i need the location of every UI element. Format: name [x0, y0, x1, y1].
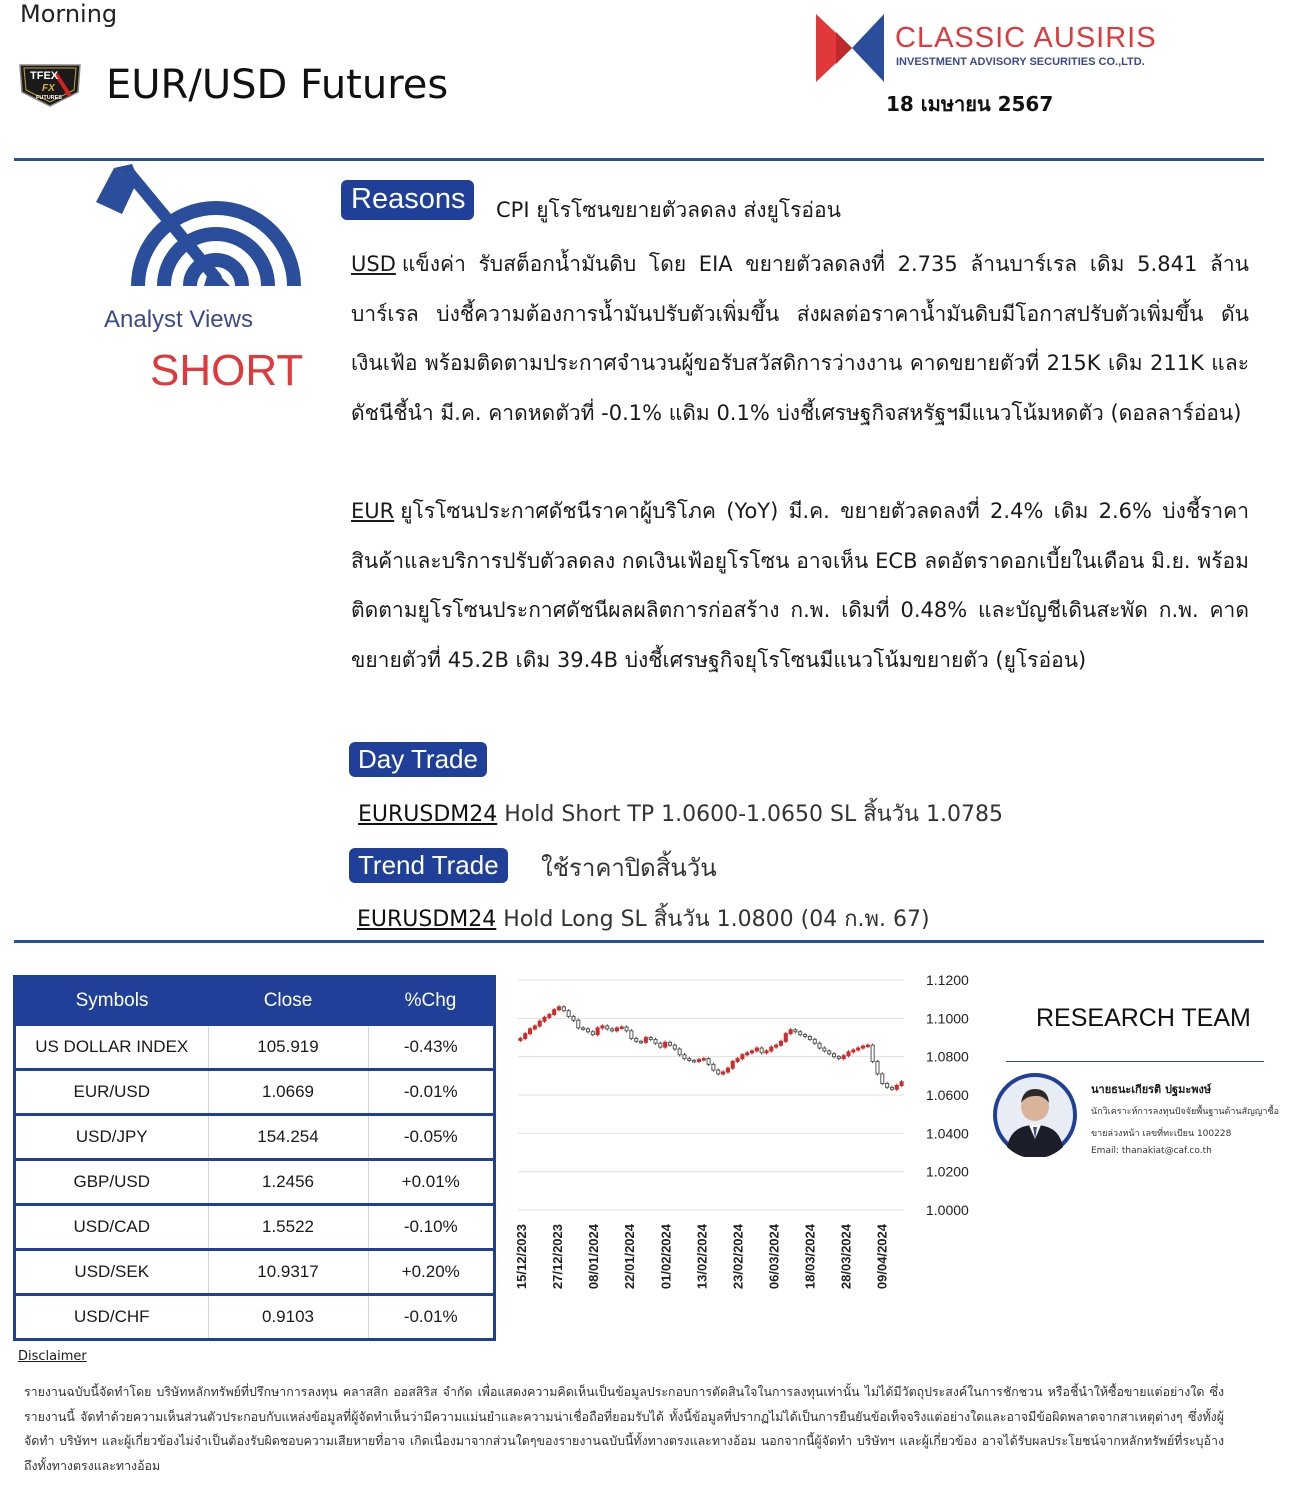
candle-body	[784, 1034, 787, 1042]
y-tick-label: 1.1200	[926, 972, 969, 988]
candle-body	[832, 1054, 835, 1057]
candle-body	[799, 1032, 802, 1035]
candle-body	[871, 1045, 874, 1061]
symbol-cell: EUR/USD	[15, 1070, 209, 1115]
candle-body	[895, 1085, 898, 1089]
candle-body	[702, 1059, 705, 1061]
chart-grid	[518, 980, 904, 1210]
close-cell: 1.5522	[208, 1205, 368, 1250]
candle-body	[673, 1045, 676, 1049]
analyst-license: ขายล่วงหน้า เลขที่ทะเบียน 100228	[1091, 1129, 1232, 1139]
y-tick-label: 1.0000	[926, 1202, 969, 1218]
trend-trade-symbol: EURUSDM24	[357, 907, 497, 932]
classic-ausiris-logo-icon	[814, 12, 886, 84]
section-divider	[14, 940, 1264, 943]
research-team-title: RESEARCH TEAM	[1036, 1004, 1251, 1032]
candle-body	[857, 1048, 860, 1050]
y-tick-label: 1.0400	[926, 1125, 969, 1142]
close-cell: 105.919	[208, 1025, 368, 1070]
symbol-cell: USD/SEK	[15, 1250, 209, 1295]
x-tick-label: 27/12/2023	[550, 1224, 566, 1290]
candle-body	[755, 1048, 758, 1051]
candle-body	[746, 1053, 749, 1055]
candle-body	[813, 1039, 816, 1043]
candle-body	[900, 1082, 903, 1086]
candle-body	[567, 1011, 570, 1017]
disclaimer-title: Disclaimer	[18, 1349, 87, 1364]
candle-body	[601, 1026, 604, 1028]
candle-body	[750, 1051, 753, 1053]
candle-body	[538, 1021, 541, 1026]
column-header-symbols: Symbols	[15, 977, 209, 1025]
logo-text-tfex: TFEX	[30, 70, 59, 82]
x-tick-label: 18/03/2024	[802, 1224, 818, 1290]
candle-body	[529, 1029, 532, 1034]
candle-body	[861, 1046, 864, 1048]
tfex-fx-futures-logo	[16, 62, 84, 108]
candle-body	[548, 1015, 551, 1018]
candle-body	[553, 1010, 556, 1015]
x-tick-label: 15/12/2023	[514, 1224, 529, 1290]
candle-body	[533, 1026, 536, 1029]
x-tick-label: 22/01/2024	[622, 1224, 638, 1290]
brand-name: CLASSIC AUSIRIS	[895, 22, 1157, 54]
column-header-chg: %Chg	[368, 977, 495, 1025]
candle-body	[847, 1052, 850, 1056]
report-date: 18 เมษายน 2567	[886, 92, 1054, 116]
header-divider	[14, 158, 1264, 161]
candle-body	[620, 1027, 623, 1029]
candle-body	[808, 1037, 811, 1040]
close-cell: 10.9317	[208, 1250, 368, 1295]
reasons-headline: CPI ยูโรโซนขยายตัวลดลง ส่งยูโรอ่อน	[496, 198, 841, 222]
candle-body	[586, 1029, 589, 1032]
analyst-name: นายธนะเกียรติ ปฐมะพงษ์	[1091, 1083, 1212, 1096]
table-header-row	[15, 977, 495, 1025]
day-trade-symbol: EURUSDM24	[358, 802, 498, 827]
x-tick-label: 06/03/2024	[766, 1224, 782, 1290]
usd-analysis-text: แข็งค่า รับสต็อกน้ำมันดิบ โดย EIA ขยายตัวลดลงที่ 2.735 ล้านบาร์เรล เดิม 5.841 ล้านบาร์เรล บ่งชี้ความต้องการน้ำมันปรับตัวเพิ่มขึ้น ส่งผลต่อราคาน้ำมันดิบมีโอกาสปรับตัวเพิ่มขึ้น ดันเงินเฟ้อ พร้อมติดตามประกาศจำนวนผู้ขอรับสวัสดิการว่างงาน คาดขยายตัวที่ 215K เดิม 211K และดัชนีชี้นำ มี.ค. คาดหดตัวที่ -0.1% แดิม 0.1% บ่งชี้เศรษฐกิจสหรัฐฯมีแนวโน้มหดตัว (ดอลลาร์อ่อน)	[351, 252, 1249, 425]
candle-body	[543, 1017, 546, 1021]
chg-cell: -0.43%	[368, 1025, 495, 1070]
chg-cell: -0.01%	[368, 1295, 495, 1340]
logo-text-fx: FX	[42, 83, 55, 94]
usd-analysis-paragraph	[351, 240, 1249, 438]
eurusd-candlestick-chart	[506, 966, 986, 1320]
candle-body	[678, 1049, 681, 1055]
candle-body	[668, 1042, 671, 1045]
y-tick-label: 1.1000	[926, 1010, 969, 1027]
candle-body	[828, 1051, 831, 1054]
candle-body	[693, 1061, 696, 1063]
candle-body	[789, 1030, 792, 1034]
day-trade-label: Day Trade	[349, 742, 487, 777]
chg-cell: +0.01%	[368, 1160, 495, 1205]
candle-body	[741, 1055, 744, 1059]
usd-lead: USD	[351, 252, 396, 276]
table-row	[15, 1115, 495, 1160]
table-row	[15, 1250, 495, 1295]
report-edition-label: Morning	[20, 0, 118, 28]
candle-body	[639, 1041, 642, 1043]
candle-body	[842, 1056, 845, 1059]
eur-analysis-paragraph	[351, 487, 1249, 685]
candle-body	[818, 1043, 821, 1048]
close-cell: 0.9103	[208, 1295, 368, 1340]
candle-body	[760, 1048, 763, 1053]
candle-body	[596, 1028, 599, 1035]
candle-body	[765, 1051, 768, 1053]
analyst-views-label: Analyst Views	[104, 306, 253, 333]
candle-body	[591, 1032, 594, 1035]
candle-body	[654, 1039, 657, 1043]
candle-body	[717, 1070, 720, 1074]
table-row	[15, 1070, 495, 1115]
candle-body	[683, 1055, 686, 1059]
candle-body	[726, 1068, 729, 1072]
candle-body	[582, 1028, 585, 1030]
close-cell: 1.0669	[208, 1070, 368, 1115]
y-tick-label: 1.0600	[926, 1087, 969, 1103]
chart-x-axis	[514, 1223, 890, 1289]
chg-cell: -0.10%	[368, 1205, 495, 1250]
research-divider	[1006, 1061, 1264, 1062]
candle-body	[712, 1064, 715, 1070]
chg-cell: +0.20%	[368, 1250, 495, 1295]
table-row	[15, 1205, 495, 1250]
brand-subtitle: INVESTMENT ADVISORY SECURITIES CO.,LTD.	[896, 56, 1145, 68]
candle-body	[890, 1087, 893, 1089]
chg-cell: -0.01%	[368, 1070, 495, 1115]
candle-body	[852, 1050, 855, 1052]
logo-text-futures: FUTURES	[36, 95, 62, 101]
candle-body	[524, 1034, 527, 1039]
trend-trade-label: Trend Trade	[349, 848, 508, 883]
table-row	[15, 1025, 495, 1070]
candle-body	[823, 1048, 826, 1051]
candle-body	[688, 1059, 691, 1061]
candle-body	[775, 1045, 778, 1047]
close-cell: 1.2456	[208, 1160, 368, 1205]
candle-body	[615, 1028, 618, 1031]
candle-body	[572, 1016, 575, 1020]
candle-body	[736, 1059, 739, 1062]
candle-body	[697, 1060, 700, 1062]
symbol-cell: USD/JPY	[15, 1115, 209, 1160]
candle-body	[881, 1074, 884, 1084]
candle-body	[664, 1042, 667, 1047]
y-tick-label: 1.0200	[926, 1163, 969, 1180]
candle-body	[562, 1007, 565, 1011]
candle-body	[519, 1038, 522, 1040]
candle-body	[866, 1045, 869, 1047]
candle-body	[606, 1026, 609, 1029]
target-arrow-icon	[92, 162, 304, 302]
disclaimer-text: รายงานฉบับนี้จัดทำโดย บริษัทหลักทรัพย์ที่ปรึกษาการลงทุน คลาสสิก ออสสิริส จำกัด เพื่อแสดงความคิดเห็นเป็นข้อมูลประกอบการตัดสินใจในการลงทุนเท่านั้น ไม่ได้มีวัตถุประสงค์ในการชักชวน หรือชี้นำให้ซื้อขายแต่อย่างใด ซึ่งรายงานนี้ จัดทำด้วยความเห็นส่วนตัวประกอบกับแหล่งข้อมูลที่ผู้จัดทำเห็นว่ามีความแม่นยำและความน่าเชื่อถือที่ยอมรับได้ ทั้งนี้ข้อมูลที่ปรากฏไม่ได้เป็นการยืนยันข้อเท็จจริงแต่อย่างใดและอาจมีข้อผิดพลาดจากสาเหตุต่างๆ ซึ่งทั้งผู้จัดทำ บริษัทฯ และผู้เกี่ยวข้องไม่จำเป็นต้องรับผิดชอบความเสียหายที่อาจ เกิดเนื่องมาจากส่วนใดๆของรายงานฉบับนี้ทั้งทางตรงและทางอ้อม นอกจากนี้ผู้จัดทำ บริษัทฯ และผู้เกี่ยวข้อง อาจได้รับผลประโยชน์จากหลักทรัพย์ที่ระบุอ้างถึงทั้งทางตรงและทางอ้อม	[24, 1384, 1224, 1473]
symbol-cell: GBP/USD	[15, 1160, 209, 1205]
chg-cell: -0.05%	[368, 1115, 495, 1160]
trend-trade-text: Hold Long SL สิ้นวัน 1.0800 (04 ก.พ. 67)	[503, 907, 930, 932]
candle-body	[779, 1041, 782, 1045]
column-header-close: Close	[208, 977, 368, 1025]
x-tick-label: 13/02/2024	[694, 1224, 710, 1290]
candle-body	[794, 1030, 797, 1032]
candle-body	[886, 1084, 889, 1088]
candle-body	[837, 1057, 840, 1059]
candle-body	[625, 1027, 628, 1031]
y-tick-label: 1.0800	[926, 1048, 969, 1065]
table-row	[15, 1160, 495, 1205]
x-tick-label: 01/02/2024	[658, 1224, 674, 1290]
eur-analysis-text: ยูโรโซนประกาศดัชนีราคาผู้บริโภค (YoY) มี.ค. ขยายตัวลดลงที่ 2.4% เดิม 2.6% บ่งชี้ราคาสินค้าและบริการปรับตัวลดลง กดเงินเฟ้อยูโรโซน อาจเห็น ECB ลดอัตราดอกเบี้ยในเดือน มิ.ย. พร้อมติดตามยูโรโซนประกาศดัชนีผลผลิตการก่อสร้าง ก.พ. เดิมที่ 0.48% และบัญชีเดินสะพัด ก.พ. คาดขยายตัวที่ 45.2B เดิม 39.4B บ่งชี้เศรษฐกิจยุโรโซนมีแนวโน้มขยายตัว (ยูโรอ่อน)	[351, 499, 1249, 672]
table-row	[15, 1295, 495, 1340]
candle-body	[731, 1061, 734, 1068]
candle-body	[707, 1059, 710, 1065]
candle-body	[635, 1038, 638, 1041]
analyst-role: นักวิเคราะห์การลงทุนปัจจัยพื้นฐานด้านสัญญาซื้อ	[1091, 1107, 1279, 1117]
x-tick-label: 23/02/2024	[730, 1224, 746, 1290]
symbol-cell: US DOLLAR INDEX	[15, 1025, 209, 1070]
day-trade-recommendation	[358, 796, 1003, 831]
candle-body	[644, 1038, 647, 1043]
chart-y-axis	[926, 972, 969, 1218]
symbol-cell: USD/CAD	[15, 1205, 209, 1250]
analyst-email: Email: thanakiat@caf.co.th	[1091, 1146, 1212, 1156]
candle-body	[557, 1007, 560, 1010]
candle-body	[649, 1038, 652, 1040]
market-table	[13, 975, 496, 1341]
candle-body	[611, 1029, 614, 1031]
candle-body	[804, 1035, 807, 1037]
candle-body	[876, 1061, 879, 1073]
eur-lead: EUR	[351, 499, 395, 523]
candle-body	[577, 1020, 580, 1028]
reasons-label: Reasons	[341, 180, 474, 220]
symbol-cell: USD/CHF	[15, 1295, 209, 1340]
candle-body	[630, 1031, 633, 1039]
trend-trade-recommendation	[357, 901, 930, 936]
day-trade-text: Hold Short TP 1.0600-1.0650 SL สิ้นวัน 1.0785	[504, 802, 1004, 827]
analyst-stance: SHORT	[150, 346, 304, 395]
x-tick-label: 08/01/2024	[586, 1224, 602, 1290]
x-tick-label: 09/04/2024	[874, 1224, 890, 1290]
candle-body	[770, 1047, 773, 1051]
close-cell: 154.254	[208, 1115, 368, 1160]
page-title: EUR/USD Futures	[106, 62, 449, 108]
candle-body	[659, 1043, 662, 1047]
analyst-avatar	[993, 1073, 1077, 1157]
trend-trade-note: ใช้ราคาปิดสิ้นวัน	[541, 854, 717, 882]
x-tick-label: 28/03/2024	[838, 1224, 854, 1290]
candle-body	[722, 1072, 725, 1074]
